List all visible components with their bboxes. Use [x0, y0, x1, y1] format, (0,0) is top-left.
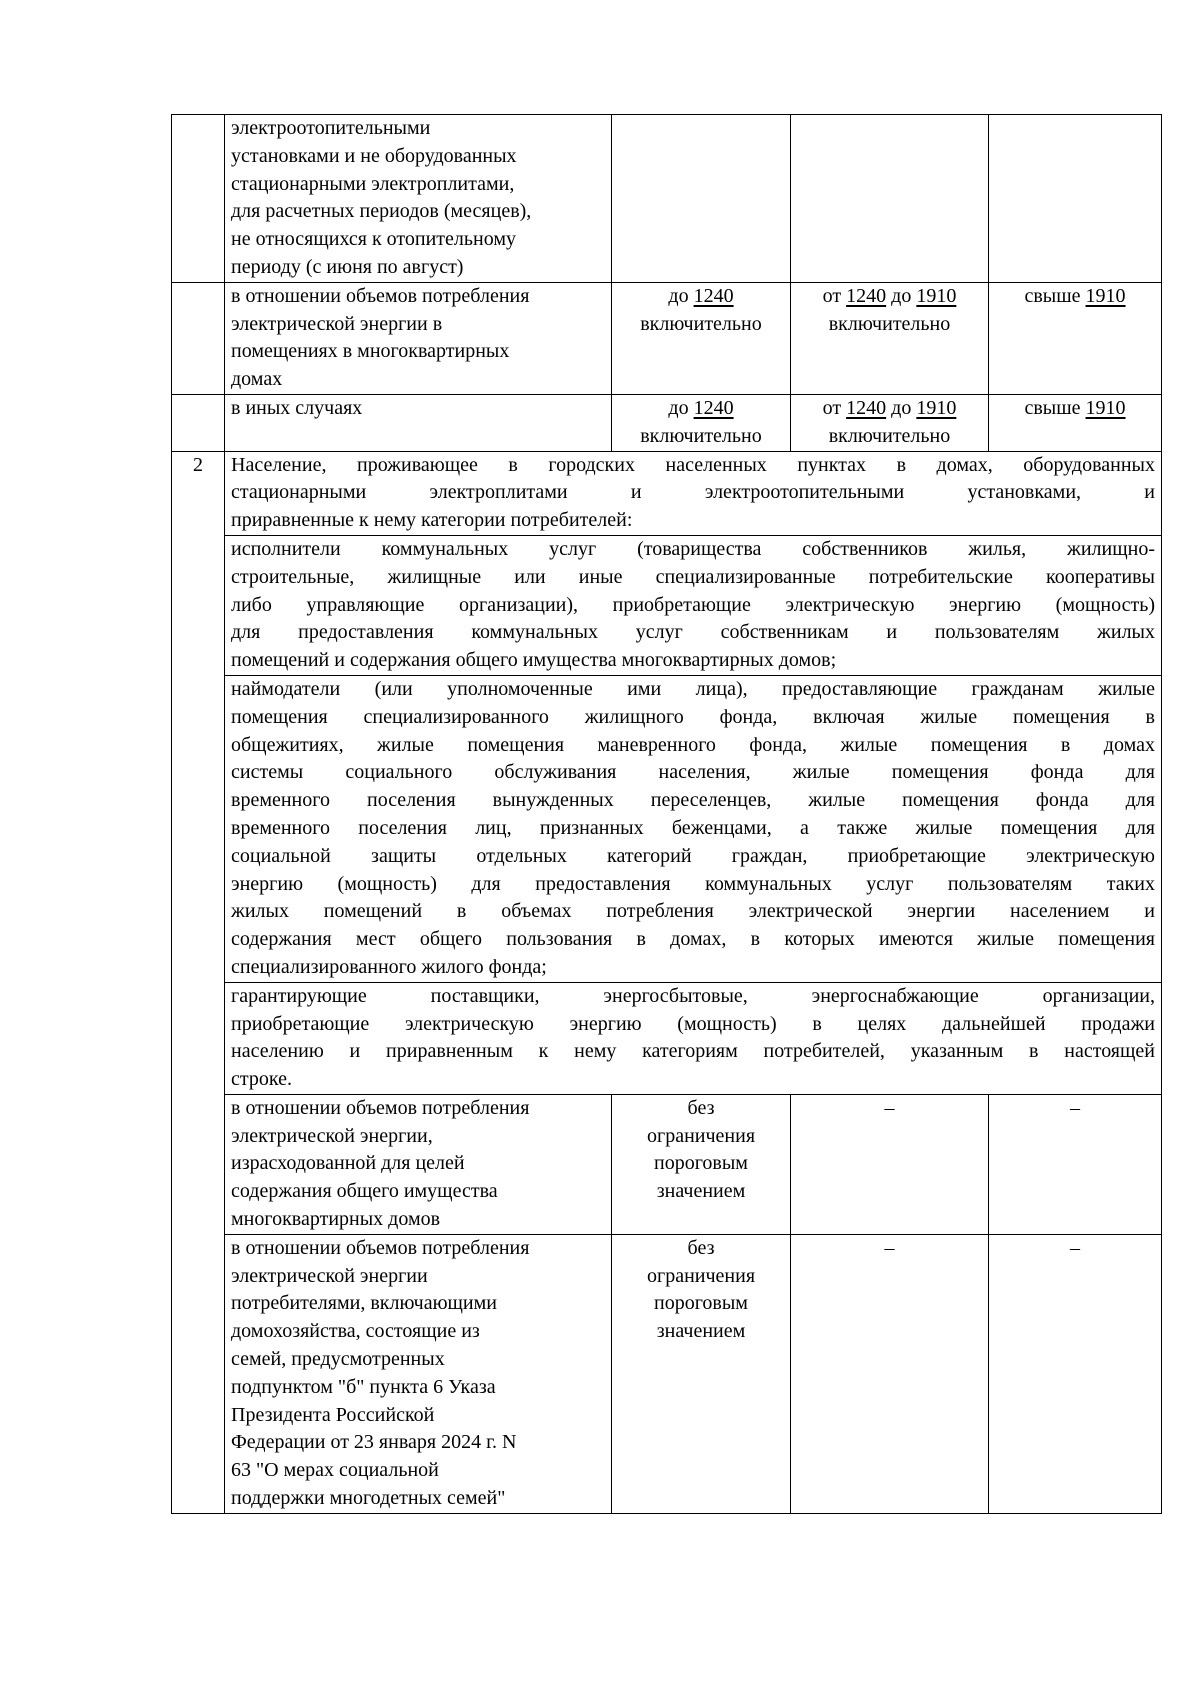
text-line: домах: [231, 368, 283, 391]
text-line: электроотопительными: [231, 117, 431, 139]
text-line: подпунктом "б" пункта 6 Указа: [231, 1375, 496, 1398]
text-line: потребителями, включающими: [231, 1292, 497, 1315]
threshold-cell-3: свыше 1910: [989, 282, 1162, 394]
table-row: [172, 675, 1162, 982]
text-line: домохозяйства, состоящие из: [231, 1320, 480, 1343]
table-row: [172, 1094, 1162, 1234]
threshold-cell-1: до 1240 включительно: [612, 282, 791, 394]
table-row: [172, 115, 1162, 283]
threshold-cell-2: от 1240 до 1910 включительно: [791, 394, 989, 451]
category-description: [225, 282, 612, 394]
text-line: для расчетных периодов (месяцев),: [231, 200, 532, 223]
table-row: [172, 1234, 1162, 1513]
consumer-category-paragraph: исполнители коммунальных услуг (товарищества собственников жилья, жилищно- строительные, жилищные или иные специализированные потребительские кооперативы либо управляющие организации), приобретающие электрическую энергию (мощность) для предоставления коммунальных услуг собственникам и пользователям жилых помещений и содержания общего имущества многоквартирных домов;: [225, 535, 1162, 675]
threshold-link[interactable]: 1240: [846, 284, 887, 307]
threshold-cell-3: –: [989, 1234, 1162, 1513]
text-line: семей, предусмотренных: [231, 1348, 445, 1371]
threshold-cell-1: до 1240 включительно: [612, 394, 791, 451]
text-line: в отношении объемов потребления: [231, 284, 530, 307]
table-row: [172, 982, 1162, 1094]
row-number-cell: [172, 394, 225, 451]
text-line: содержания общего имущества: [231, 1180, 498, 1203]
text-line: Президента Российской: [231, 1403, 435, 1426]
threshold-cell-3: [989, 115, 1162, 283]
threshold-link[interactable]: 1910: [916, 396, 957, 419]
text-line: Федерации от 23 января 2024 г. N: [231, 1431, 517, 1454]
category-description: [225, 1234, 612, 1513]
text-line: помещениях в многоквартирных: [231, 340, 510, 363]
threshold-cell-2: от 1240 до 1910 включительно: [791, 282, 989, 394]
text-line: стационарными электроплитами,: [231, 172, 515, 195]
consumer-category-paragraph: гарантирующие поставщики, энергосбытовые, энергоснабжающие организации, приобретающие электрическую энергию (мощность) в целях дальнейшей продажи населению и приравненным к нему категориям потребителей, указанным в настоящей строке.: [225, 982, 1162, 1094]
table-row: [172, 282, 1162, 394]
threshold-link[interactable]: 1910: [1085, 284, 1126, 307]
table-row: [172, 394, 1162, 451]
text-line: израсходованной для целей: [231, 1152, 465, 1175]
table-row: [172, 535, 1162, 675]
text-line: 63 "О мерах социальной: [231, 1459, 439, 1482]
text-line: в отношении объемов потребления: [231, 1096, 530, 1119]
text-line: в иных случаях: [231, 396, 363, 419]
threshold-cell-3: свыше 1910: [989, 394, 1162, 451]
threshold-link[interactable]: 1910: [916, 284, 957, 307]
text-line: электрической энергии в: [231, 312, 443, 335]
text-line: электрической энергии,: [231, 1124, 433, 1147]
threshold-cell-1: без ограничения пороговым значением: [612, 1234, 791, 1513]
category-description: [225, 394, 612, 451]
row-number-cell: [172, 115, 225, 283]
text-line: в отношении объемов потребления: [231, 1236, 530, 1259]
threshold-cell-1: без ограничения пороговым значением: [612, 1094, 791, 1234]
section-heading: Население, проживающее в городских населенных пунктах в домах, оборудованных стационарными электроплитами и электроотопительными установками, и приравненные к нему категории потребителей:: [225, 451, 1162, 535]
threshold-cell-2: –: [791, 1094, 989, 1234]
threshold-cell-1: [612, 115, 791, 283]
row-number-cell: 2: [172, 451, 225, 1513]
table-row: [172, 451, 1162, 535]
category-description: [225, 1094, 612, 1234]
consumer-category-paragraph: наймодатели (или уполномоченные ими лица), предоставляющие гражданам жилые помещения специализированного жилищного фонда, включая жилые помещения в общежитиях, жилые помещения маневренного фонда, жилые помещения в домах системы социального обслуживания населения, жилые помещения фонда для временного поселения вынужденных переселенцев, жилые помещения фонда для временного поселения лиц, признанных беженцами, а также жилые помещения для социальной защиты отдельных категорий граждан, приобретающие электрическую энергию (мощность) для предоставления коммунальных услуг пользователям таких жилых помещений в объемах потребления электрической энергии населением и содержания мест общего пользования в домах, в которых имеются жилые помещения специализированного жилого фонда;: [225, 675, 1162, 982]
text-line: не относящихся к отопительному: [231, 228, 516, 251]
text-line: многоквартирных домов: [231, 1208, 441, 1231]
category-description: [225, 115, 612, 283]
text-line: электрической энергии: [231, 1264, 428, 1287]
text-line: поддержки многодетных семей": [231, 1487, 506, 1510]
text-line: установками и не оборудованных: [231, 144, 517, 167]
threshold-cell-2: [791, 115, 989, 283]
threshold-link[interactable]: 1240: [693, 396, 734, 419]
tariff-table: [171, 114, 1162, 1514]
threshold-cell-2: –: [791, 1234, 989, 1513]
threshold-cell-3: –: [989, 1094, 1162, 1234]
threshold-link[interactable]: 1240: [846, 396, 887, 419]
threshold-link[interactable]: 1240: [693, 284, 734, 307]
threshold-link[interactable]: 1910: [1085, 396, 1126, 419]
text-line: периоду (с июня по август): [231, 255, 464, 278]
row-number-cell: [172, 282, 225, 394]
